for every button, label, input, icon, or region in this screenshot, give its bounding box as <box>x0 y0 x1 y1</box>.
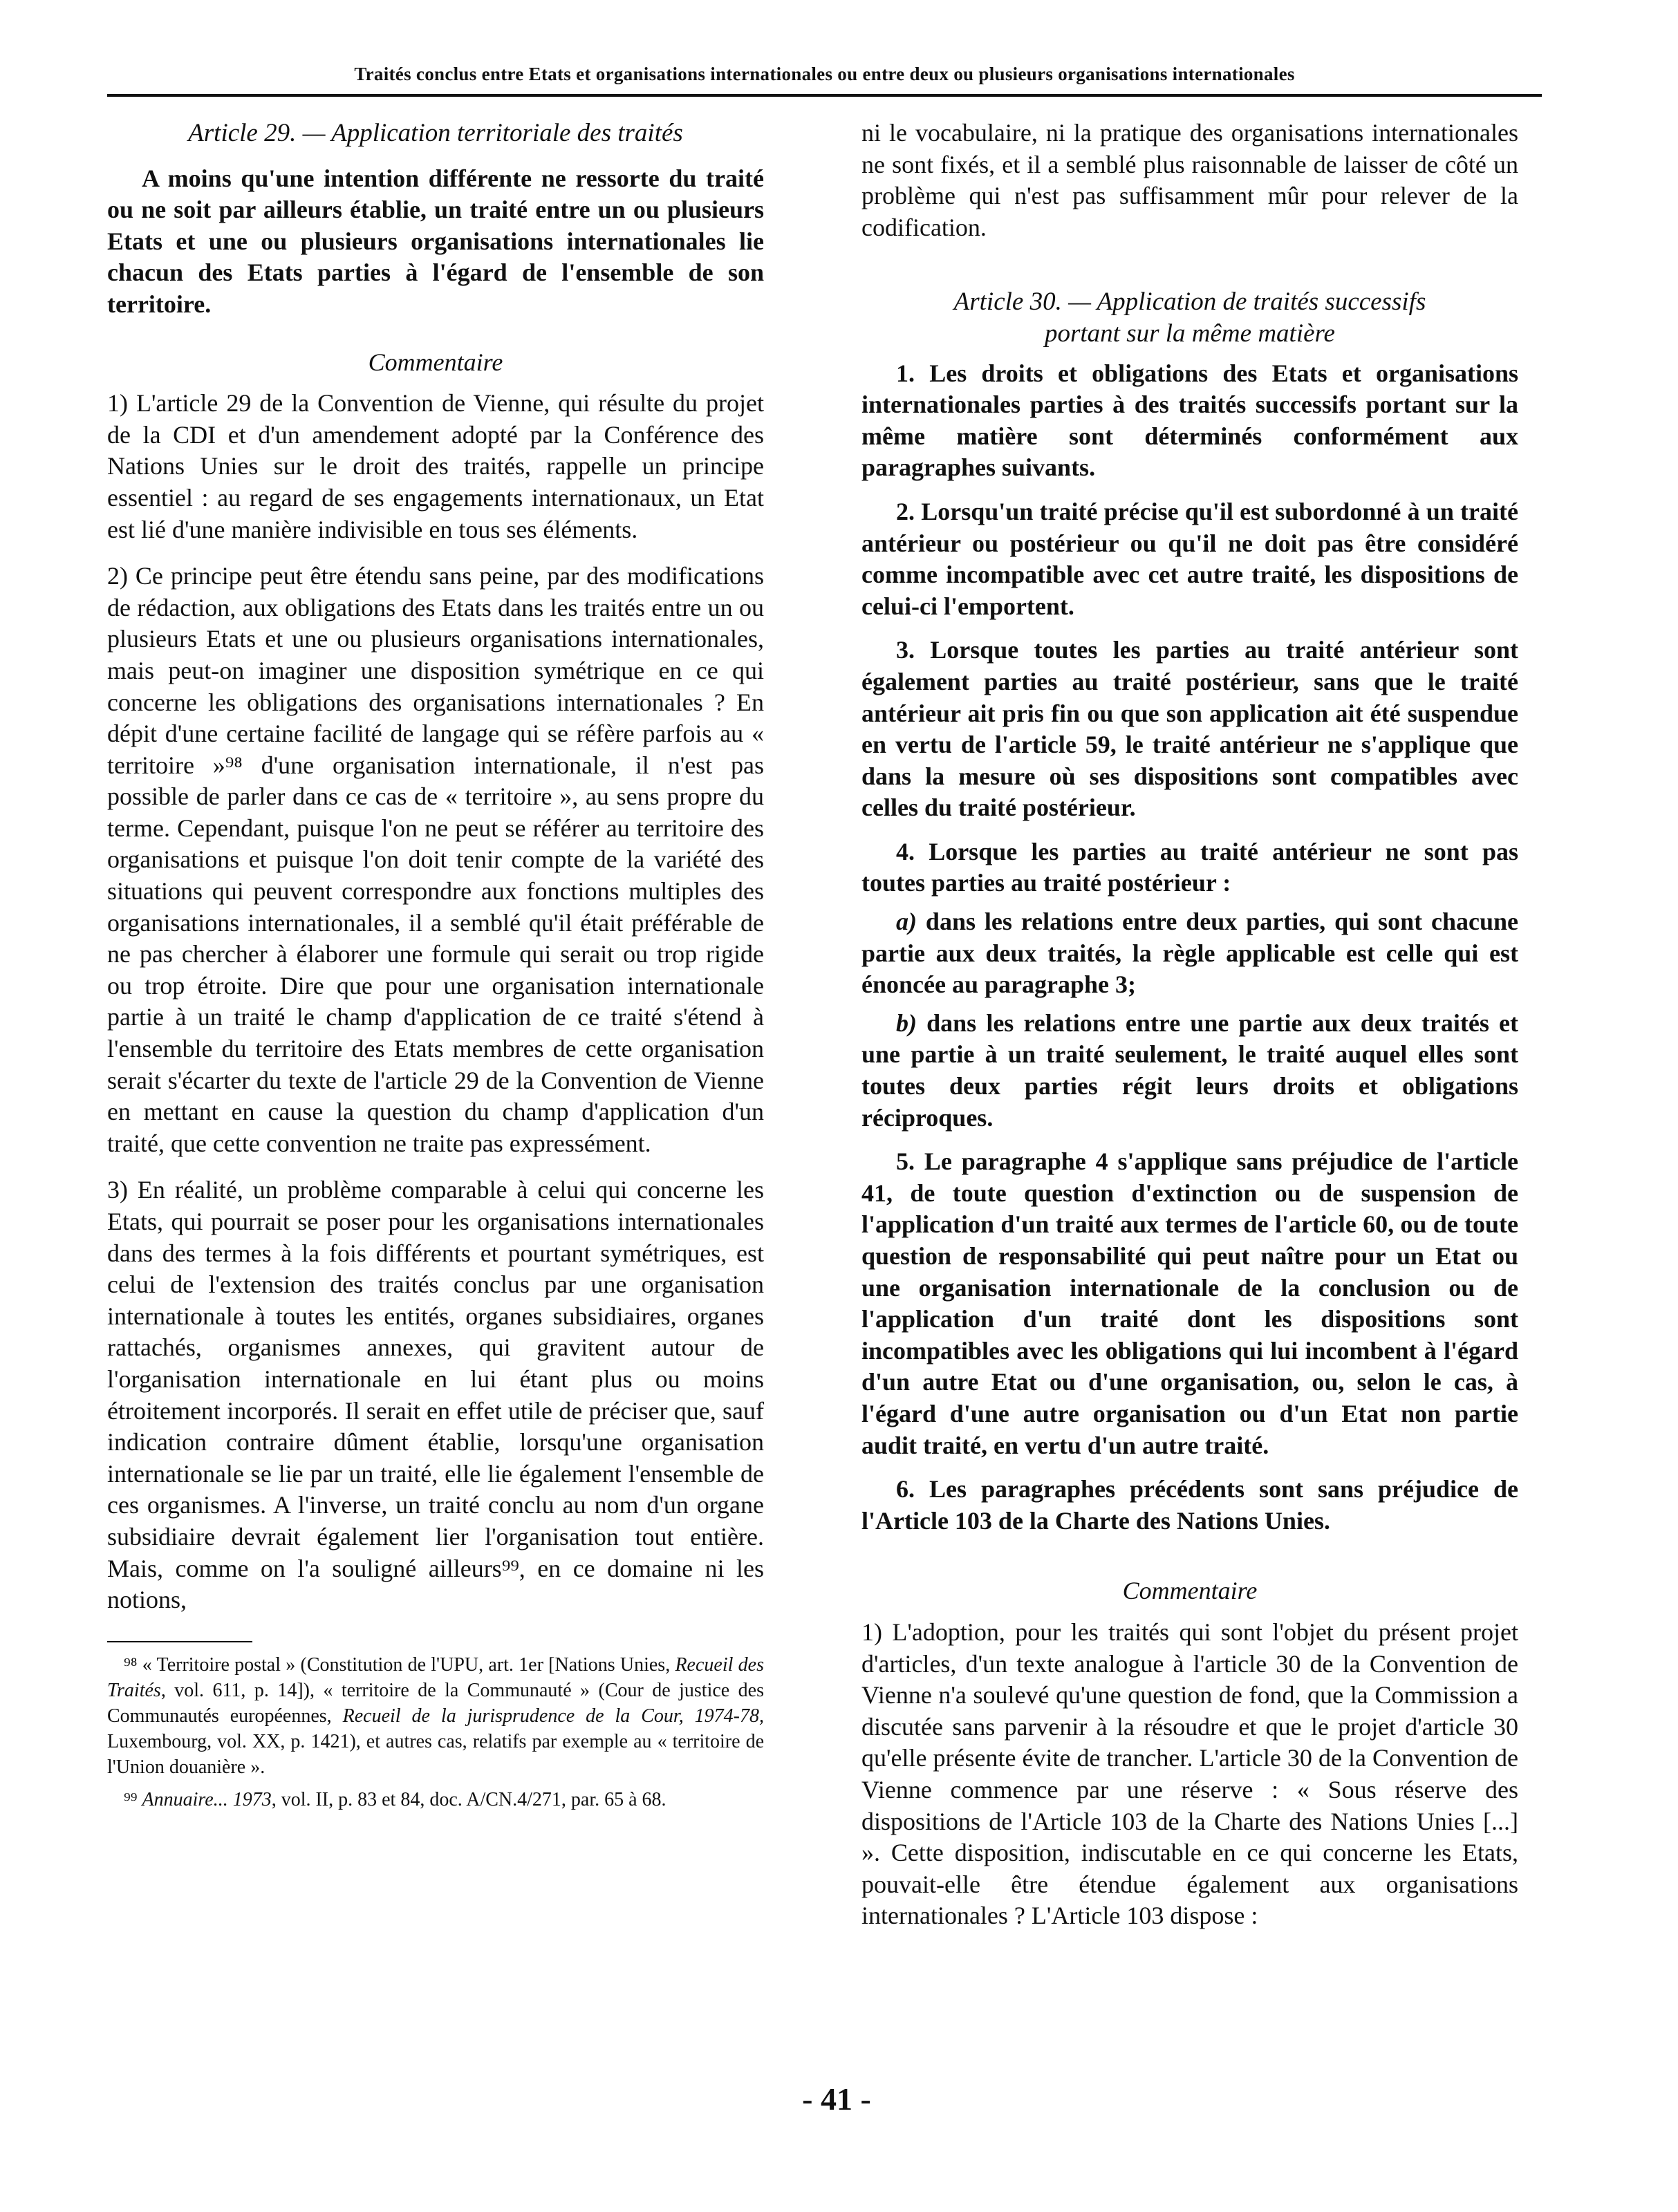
article-30-paragraph-6: 6. Les paragraphes précédents sont sans préjudice de l'Article 103 de la Charte des Nations Unies. <box>861 1475 1518 1535</box>
footnote-98-text: « Territoire postal » (Constitution de l'UPU, art. 1er [Nations Unies, <box>142 1653 675 1676</box>
right-column <box>861 118 1518 1932</box>
footnote-98-text-2: , vol. 611, p. 14]), « territoire de la Communauté » (Cour de justice des Communautés européennes, <box>107 1679 764 1727</box>
article-30-title-line-1: Article 30. — Application de traités successifs <box>953 288 1426 317</box>
commentary-paragraph-3: 3) En réalité, un problème comparable à celui qui concerne les Etats, qui pourrait se poser pour les organisations internationales dans des termes à la fois différents et pourtant symétriques, est celui de l'extension des traités conclus par une organisation internationale à toutes les entités, organes subsidiaires, organes rattachés, organismes annexes, qui gravitent autour de l'organisation internationale en lui étant plus ou moins étroitement incorporés. Il serait en effet utile de préciser que, sauf indication contraire dûment établie, lorsqu'une organisation internationale se lie par un traité, elle lie également l'ensemble de ces organismes. A l'inverse, un traité conclu au nom d'un organe subsidiaire devrait également lier l'organisation tout entière. Mais, comme on l'a souligné ailleurs⁹⁹, en ce domaine ni les notions, <box>107 1176 764 1614</box>
header-rule <box>107 94 1542 97</box>
item-b-text: dans les relations entre une partie aux deux traités et une partie à un traité seulement, le traité auquel elles sont toutes deux parties régit leurs droits et obligations réciproques. <box>861 1009 1518 1132</box>
article-30-title-line-2: portant sur la même matière <box>1045 319 1335 348</box>
commentary-2-paragraph-1: 1) L'adoption, pour les traités qui sont l'objet du présent projet d'articles, d'un texte analogue à l'article 30 de la Convention de Vienne n'a soulevé qu'une question de fond, que la Commission a discutée sans parvenir à la résoudre et que le projet d'article 30 qu'elle présente évite de trancher. L'article 30 de la Convention de Vienne commence par une réserve : « Sous réserve des dispositions de l'Article 103 de la Charte des Nations Unies [...] ». Cette disposition, indiscutable en ce qui concerne les Etats, pouvait-elle être étendue également aux organisations internationales ? L'Article 103 dispose : <box>861 1618 1518 1930</box>
commentary-title: Commentaire <box>368 348 503 376</box>
footnote-99-text: , vol. II, p. 83 et 84, doc. A/CN.4/271, par. 65 à 68. <box>271 1788 666 1810</box>
article-30-paragraph-2: 2. Lorsqu'un traité précise qu'il est subordonné à un traité antérieur ou postérieur ou qu'il ne doit pas être considéré comme incompatible avec cet autre traité, les dispositions de celui-ci l'emportent. <box>861 497 1518 620</box>
commentary-title-2: Commentaire <box>1122 1577 1258 1605</box>
left-column <box>107 118 764 1812</box>
item-a-text: dans les relations entre deux parties, qui sont chacune partie aux deux traités, la règle applicable est celle qui est énoncée au paragraphe 3; <box>861 908 1518 999</box>
article-30-paragraph-4b <box>861 1008 1518 1134</box>
article-30-paragraph-3: 3. Lorsque toutes les parties au traité antérieur sont également parties au traité postérieur, sans que le traité antérieur ait pris fin ou que son application ait été suspendue en vertu de l'article 59, le traité antérieur ne s'applique que dans la mesure où ses dispositions sont compatibles avec celles du traité postérieur. <box>861 636 1518 822</box>
article-29-title: Article 29. — Application territoriale des traités <box>188 119 683 147</box>
commentary-paragraph-1: 1) L'article 29 de la Convention de Vienne, qui résulte du projet de la CDI et d'un amendement adopté par la Conférence des Nations Unies sur le droit des traités, rappelle un principe essentiel : au regard de ses engagements internationaux, un Etat est lié d'une manière indivisible en tous ses éléments. <box>107 389 764 543</box>
commentary-paragraph-2: 2) Ce principe peut être étendu sans peine, par des modifications de rédaction, aux obligations des Etats dans les traités entre un ou plusieurs Etats et une ou plusieurs organisations internationales, mais peut-on imaginer une disposition symétrique en ce qui concerne les obligations des organisations internationales ? En dépit d'une certaine facilité de langage qui se réfère parfois au « territoire »⁹⁸ d'une organisation internationale, il n'est pas possible de parler dans ce cas de « territoire », au sens propre du terme. Cependant, puisque l'on ne peut se référer au territoire des organisations et puisque l'on doit tenir compte de la variété des situations qui peuvent correspondre aux fonctions multiples des organisations internationales, il a semblé qu'il était préférable de ne pas chercher à élaborer une formule qui serait ou trop rigide ou trop étroite. Dire que pour une organisation internationale partie à un traité le champ d'application de ce traité s'étend à l'ensemble du territoire des Etats membres de cette organisation serait s'écarter du texte de l'article 29 de la Convention de Vienne en mettant en cause la question du champ d'application d'un traité, que cette convention ne traite pas expressément. <box>107 562 764 1157</box>
footnote-98-source: Recueil des Traités <box>107 1653 764 1701</box>
article-29-text: A moins qu'une intention différente ne ressorte du traité ou ne soit par ailleurs établie, un traité entre un ou plusieurs Etats et une ou plusieurs organisations internationales lie chacun des Etats parties à l'égard de l'ensemble de son territoire. <box>107 164 764 318</box>
article-30-paragraph-1: 1. Les droits et obligations des Etats et organisations internationales parties à des traités successifs portant sur la même matière sont déterminés conformément aux paragraphes suivants. <box>861 359 1518 482</box>
footnote-98-source-2: Recueil de la jurisprudence de la Cour, 1974-78, <box>342 1705 765 1727</box>
item-b-label: b) <box>896 1009 917 1037</box>
footnote-rule <box>107 1641 252 1642</box>
running-title: Traités conclus entre Etats et organisations internationales ou entre deux ou plusieurs organisations internationales <box>354 64 1295 84</box>
footnote-99-source: Annuaire... 1973 <box>142 1788 272 1810</box>
item-a-label: a) <box>896 908 917 936</box>
footnote-98 <box>107 1652 764 1780</box>
article-30-paragraph-4: 4. Lorsque les parties au traité antérieur ne sont pas toutes parties au traité postérieur : <box>861 837 1518 897</box>
page-number: - 41 - <box>802 2081 871 2117</box>
article-30-paragraph-5: 5. Le paragraphe 4 s'applique sans préjudice de l'article 41, de toute question d'extinction ou de suspension de l'application d'un traité aux termes de l'article 60, ou de toute question de responsabilité qui peut naître pour un Etat ou une organisation internationale de la conclusion ou de l'application d'un traité dont les dispositions sont incompatibles avec les obligations qui lui incombent à l'égard d'un autre Etat ou d'une organisation, ou, selon le cas, à l'égard d'une autre organisation ou d'un Etat non partie audit traité, en vertu d'un autre traité. <box>861 1147 1518 1459</box>
article-30-paragraph-4a <box>861 906 1518 1001</box>
footnote-98-marker: ⁹⁸ <box>124 1653 138 1676</box>
footnote-99 <box>107 1787 764 1812</box>
footnote-99-marker: ⁹⁹ <box>124 1788 138 1810</box>
article-30-title <box>861 286 1518 349</box>
footnote-98-text-3: Luxembourg, vol. XX, p. 1421), et autres cas, relatifs par exemple au « territoire de l'Union douanière ». <box>107 1730 764 1778</box>
continued-paragraph: ni le vocabulaire, ni la pratique des organisations internationales ne sont fixés, et il a semblé plus raisonnable de laisser de côté un problème qui n'est pas suffisamment mûr pour relever de la codification. <box>861 119 1518 241</box>
